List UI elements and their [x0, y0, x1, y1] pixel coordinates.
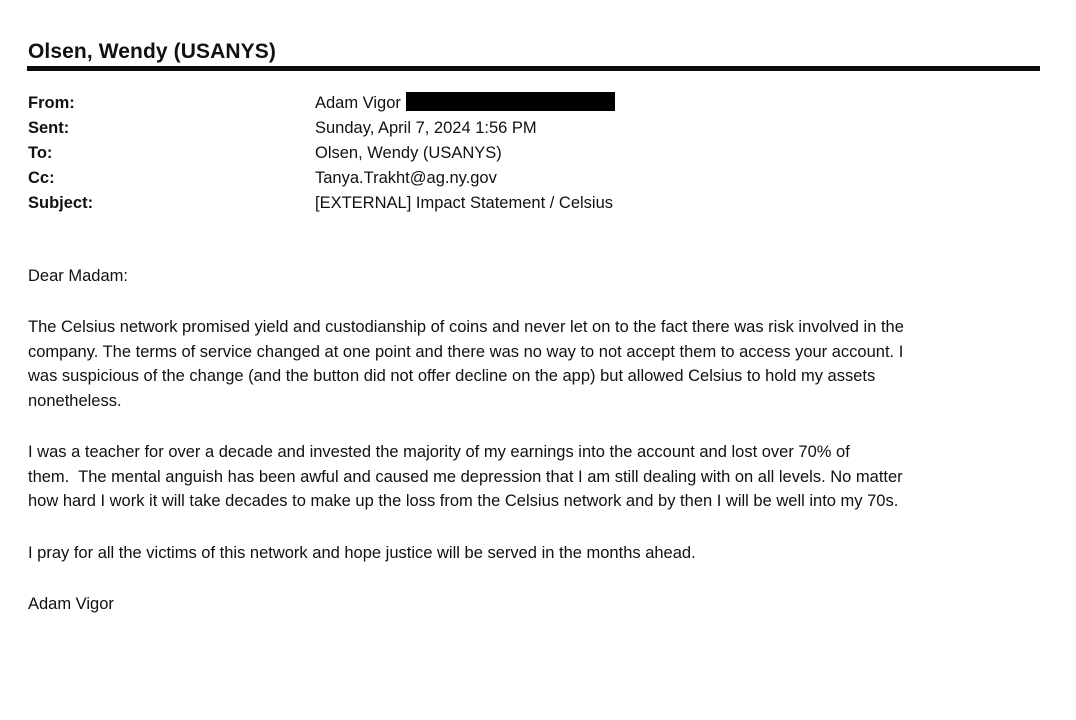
paragraph-line: company. The terms of service changed at one point and there was no way to not accept them to access your account. I: [28, 342, 904, 361]
cc-value: Tanya.Trakht@ag.ny.gov: [315, 169, 497, 187]
signature: Adam Vigor: [28, 595, 114, 613]
subject-value: [EXTERNAL] Impact Statement / Celsius: [315, 194, 614, 212]
paragraph-line: nonetheless.: [28, 391, 122, 410]
paragraph-line: was suspicious of the change (and the button did not offer decline on the app) but allowed Celsius to hold my assets: [28, 367, 876, 385]
paragraph-line: I was a teacher for over a decade and invested the majority of my earnings into the account and lost over 70% of: [28, 443, 850, 461]
sent-label: Sent:: [28, 119, 70, 137]
mailbox-owner-title: Olsen, Wendy (USANYS): [28, 40, 276, 63]
paragraph-line: The Celsius network promised yield and custodianship of coins and never let on to the fact there was risk involved in the: [28, 318, 904, 336]
sent-value: Sunday, April 7, 2024 1:56 PM: [315, 119, 537, 137]
to-value: Olsen, Wendy (USANYS): [315, 144, 502, 162]
paragraph-line: how hard I work it will take decades to make up the loss from the Celsius network and by then I will be well into my 70s.: [28, 492, 899, 510]
redaction-block: [406, 92, 615, 111]
paragraph-3: I pray for all the victims of this network and hope justice will be served in the months ahead.: [28, 544, 696, 562]
cc-label: Cc:: [28, 169, 55, 187]
paragraph-line: them. The mental anguish has been awful and caused me depression that I am still dealing with on all levels. No matter: [28, 467, 903, 486]
title-divider: [27, 66, 1040, 71]
paragraph-2: [28, 440, 1038, 514]
subject-label: Subject:: [28, 194, 94, 212]
from-value: Adam Vigor: [315, 94, 401, 112]
paragraph-1: [28, 315, 1038, 413]
greeting: Dear Madam:: [28, 267, 128, 285]
from-label: From:: [28, 94, 75, 112]
from-value-wrapper: [315, 91, 615, 115]
to-label: To:: [28, 144, 53, 162]
